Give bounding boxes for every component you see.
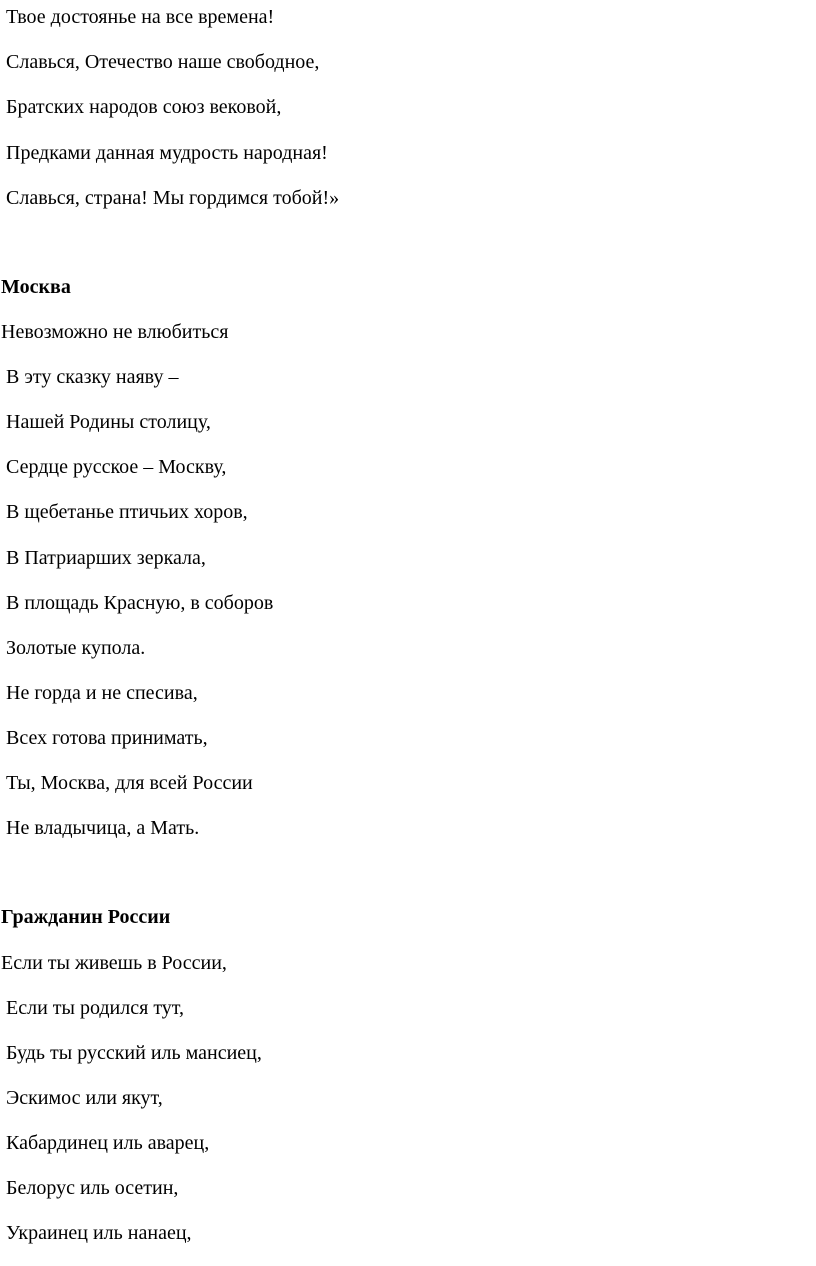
text-line: Славься, Отечество наше свободное, (6, 51, 320, 73)
text-line: В площадь Красную, в соборов (6, 592, 274, 614)
text-line: В Патриарших зеркала, (6, 547, 206, 569)
text-line: Ты, Москва, для всей России (6, 772, 253, 794)
text-line: Кабардинец иль аварец, (6, 1132, 210, 1154)
text-line: Если ты родился тут, (6, 997, 185, 1019)
text-line: Всех готова принимать, (6, 727, 208, 749)
text-line: Сердце русское – Москву, (6, 456, 227, 478)
text-line: Нашей Родины столицу, (6, 411, 211, 433)
text-line: Славься, страна! Мы гордимся тобой!» (6, 187, 340, 209)
text-line: Если ты живешь в России, (1, 952, 227, 974)
text-line: Золотые купола. (6, 637, 146, 659)
text-line: Братских народов союз вековой, (6, 96, 282, 118)
text-line: В эту сказку наяву – (6, 366, 179, 388)
text-line: Не владычица, а Мать. (6, 817, 200, 839)
poem-title-citizen: Гражданин России (1, 906, 171, 928)
text-line: Украинец иль нанаец, (6, 1222, 192, 1244)
text-line: Твое достоянье на все времена! (6, 6, 275, 28)
text-line: Не горда и не спесива, (6, 682, 198, 704)
text-line: Невозможно не влюбиться (1, 321, 229, 343)
text-line: Эскимос или якут, (6, 1087, 163, 1109)
text-line: Предками данная мудрость народная! (6, 142, 328, 164)
text-line: Белорус иль осетин, (6, 1177, 179, 1199)
poem-title-moscow: Москва (1, 276, 71, 298)
text-line: В щебетанье птичьих хоров, (6, 501, 248, 523)
text-line: Будь ты русский иль мансиец, (6, 1042, 262, 1064)
